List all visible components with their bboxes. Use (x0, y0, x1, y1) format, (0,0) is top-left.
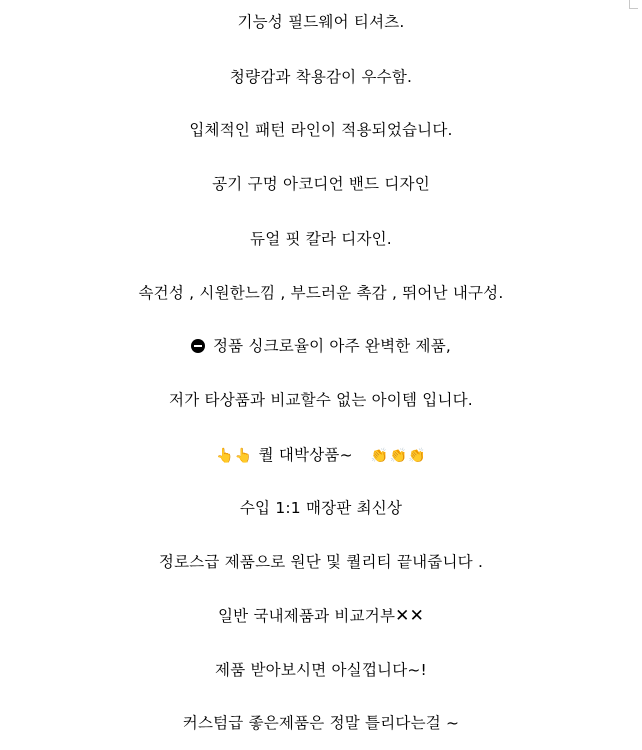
doc-line-2 (0, 67, 642, 87)
line-text: 기능성 필드웨어 티셔츠. (237, 13, 405, 31)
doc-line-1 (0, 12, 642, 32)
no-entry-icon (191, 339, 205, 353)
doc-line-10 (0, 498, 642, 518)
line-text: 청량감과 착용감이 우수함. (229, 68, 413, 86)
line-text: 일반 국내제품과 비교거부 (217, 607, 396, 625)
line-text: 제품 받아보시면 아실껍니다~! (215, 661, 427, 679)
doc-line-7 (0, 336, 642, 356)
line-text: 정품 싱크로율이 아주 완벽한 제품, (212, 337, 452, 355)
clapping-hands-icon: 👏 (389, 447, 408, 464)
cross-mark-icon: ✕✕ (395, 606, 425, 626)
line-text: 공기 구멍 아코디언 밴드 디자인 (212, 175, 430, 193)
doc-line-4 (0, 174, 642, 194)
doc-line-3 (0, 120, 642, 140)
hand-pointing-icon: 👆 (234, 447, 253, 464)
doc-line-8 (0, 390, 642, 410)
line-text: 정로스급 제품으로 원단 및 퀄리티 끝내줍니다 . (158, 553, 484, 571)
doc-line-9 (0, 445, 642, 465)
line-text: 입체적인 패턴 라인이 적용되었습니다. (189, 121, 453, 139)
line-text: 퀄 대박상품~ (258, 446, 353, 464)
clapping-hands-icon: 👏 (408, 447, 426, 464)
doc-line-14 (0, 713, 642, 733)
doc-line-13 (0, 660, 642, 680)
line-text: 커스텀급 좋은제품은 정말 틀리다는걸 ~ (182, 714, 460, 732)
line-text: 듀얼 핏 칼라 디자인. (250, 230, 392, 248)
doc-line-6 (0, 283, 642, 303)
doc-line-12 (0, 606, 642, 626)
line-text: 수입 1:1 매장판 최신상 (239, 499, 403, 517)
doc-line-11 (0, 552, 642, 572)
line-text: 저가 타상품과 비교할수 없는 아이템 입니다. (169, 391, 473, 409)
doc-line-5 (0, 229, 642, 249)
hand-pointing-icon: 👆 (216, 447, 234, 464)
page-corner-mark (629, 0, 638, 9)
clapping-hands-icon: 👏 (370, 447, 389, 464)
line-text: 속건성 , 시원한느낌 , 부드러운 촉감 , 뛰어난 내구성. (138, 284, 504, 302)
